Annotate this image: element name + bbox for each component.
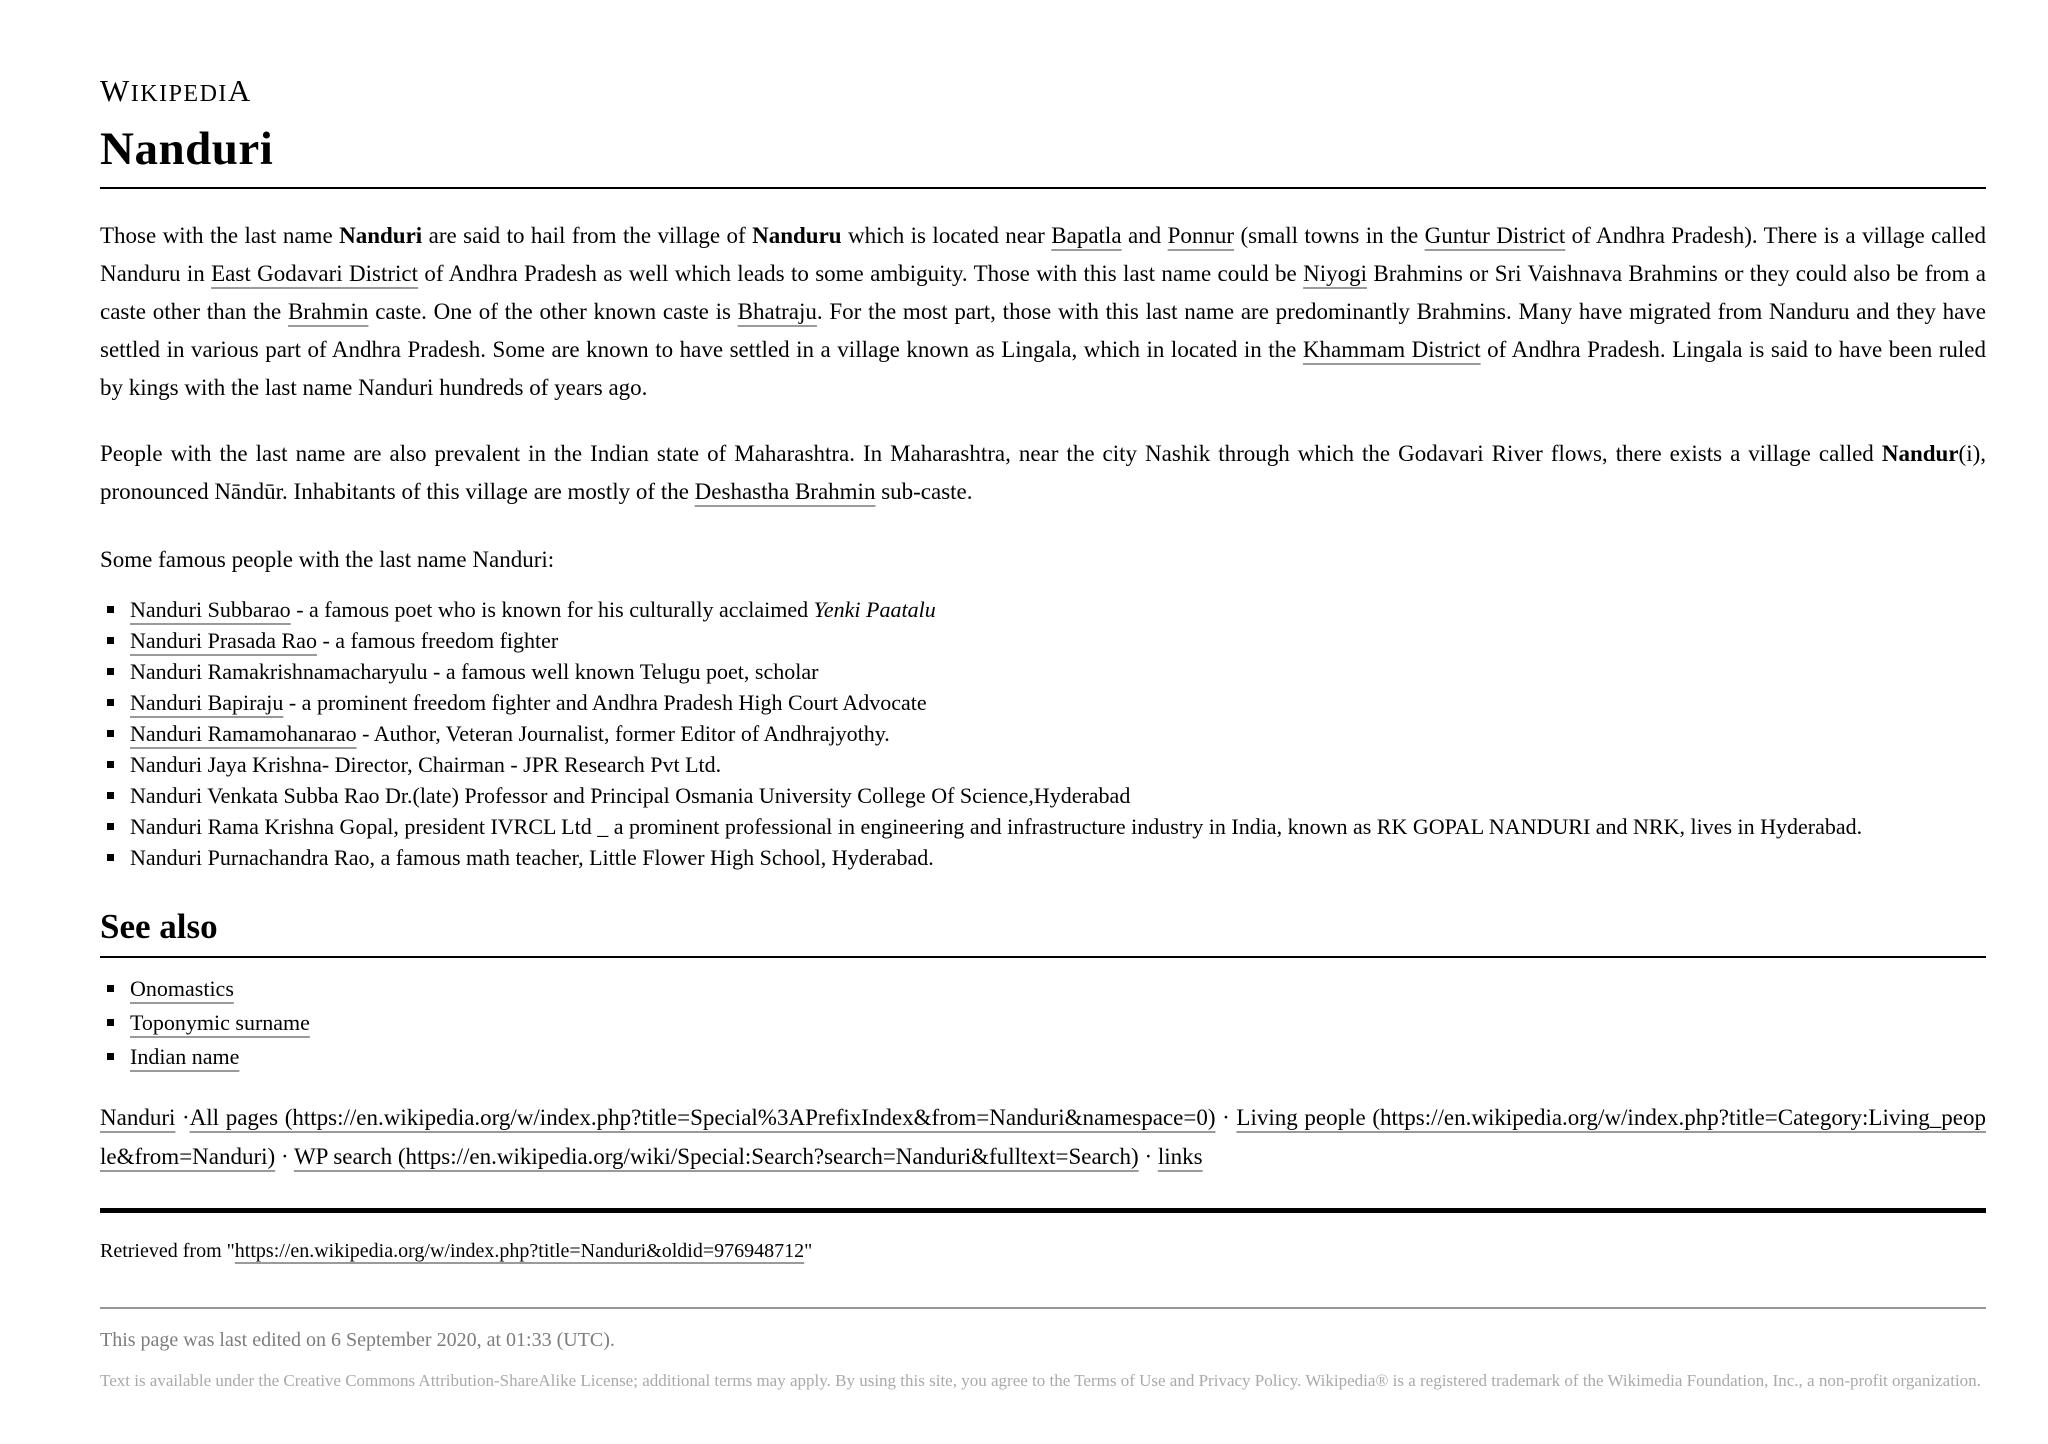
list-item <box>100 1012 1986 1034</box>
paragraph-maharashtra <box>100 435 1986 511</box>
text-run: " <box>804 1240 813 1262</box>
text-run: Nanduri Venkata Subba Rao Dr.(late) Professor and Principal Osmania University College Of Science,Hyderabad <box>130 783 1131 808</box>
list-item <box>100 785 1986 807</box>
famous-people-list <box>100 599 1986 869</box>
inline-link[interactable]: Guntur District <box>1424 223 1566 248</box>
list-item <box>100 816 1986 838</box>
text-run: - a famous freedom fighter <box>316 628 559 653</box>
text-run: which is located near <box>841 223 1052 248</box>
text-run: Nanduri Rama Krishna Gopal, president IVRCL Ltd _ a prominent professional in engineering and infrastructure industry in India, known as RK GOPAL NANDURI and NRK, lives in Hyderabad. <box>130 814 1863 839</box>
inline-link[interactable]: Onomastics <box>130 976 234 1001</box>
bold-text: Nanduri <box>339 223 423 248</box>
text-run: - a famous poet who is known for his culturally acclaimed <box>290 597 814 622</box>
inline-link[interactable]: https://en.wikipedia.org/w/index.php?title=Nanduri&oldid=976948712 <box>234 1240 805 1262</box>
wordmark-mid: IKIPEDI <box>130 81 228 107</box>
inline-link[interactable]: Nanduri Ramamohanarao <box>130 721 357 746</box>
footer-light-divider <box>100 1307 1986 1309</box>
inline-link[interactable]: Nanduri Prasada Rao <box>130 628 317 653</box>
last-edited-note: This page was last edited on 6 September 2020, at 01:33 (UTC). <box>100 1329 615 1351</box>
text-run: . For the most part, those with this last name are predominantly Brahmins. Many have migrated from Nanduru and they have settled in various part of Andhra Pradesh. Some are known to have settled in a village known as Lingala, which in located in the <box>100 299 1987 362</box>
list-item <box>100 847 1986 869</box>
text-run: Nanduri Purnachandra Rao, a famous math teacher, Little Flower High School, Hyderabad. <box>130 845 934 870</box>
list-item <box>100 723 1986 745</box>
wordmark-w: W <box>100 73 131 108</box>
list-item <box>100 754 1986 776</box>
text-run: Nanduri Ramakrishnamacharyulu - a famous well known Telugu poet, scholar <box>130 659 819 684</box>
inline-link[interactable]: WP search (https://en.wikipedia.org/wiki/Special:Search?search=Nanduri&fulltext=Search) <box>293 1144 1139 1169</box>
text-run: People with the last name are also prevalent in the Indian state of Maharashtra. In Maharashtra, near the city Nashik through which the Godavari River flows, there exists a village called <box>100 441 1882 466</box>
list-item <box>100 599 1986 621</box>
text-run: of Andhra Pradesh). There is a village called Nanduru in <box>100 223 1986 286</box>
text-run: Nanduri Jaya Krishna- Director, Chairman - JPR Research Pvt Ltd. <box>130 752 722 777</box>
inline-link[interactable]: Bhatraju <box>737 299 817 324</box>
list-item <box>100 630 1986 652</box>
inline-link[interactable]: Ponnur <box>1167 223 1235 248</box>
inline-link[interactable]: Nanduri Bapiraju <box>130 690 284 715</box>
index-links <box>100 1098 1986 1176</box>
text-run: · <box>1138 1144 1158 1169</box>
italic-text: Yenki Paatalu <box>813 597 936 622</box>
inline-link[interactable]: East Godavari District <box>211 261 419 286</box>
inline-link[interactable]: Toponymic surname <box>130 1010 310 1035</box>
text-run: sub-caste. <box>875 479 973 504</box>
text-run: · <box>1215 1105 1237 1130</box>
inline-link[interactable]: links <box>1157 1144 1203 1169</box>
text-run: Those with the last name <box>100 223 340 248</box>
wordmark-a: A <box>227 73 252 108</box>
footer-divider <box>100 1208 1986 1213</box>
text-run: · <box>275 1144 294 1169</box>
see-also-list <box>100 978 1986 1068</box>
list-item <box>100 692 1986 714</box>
bold-text: Nandur <box>1881 441 1959 466</box>
text-run: (small towns in the <box>1234 223 1425 248</box>
see-also-heading: See also <box>100 907 1986 958</box>
retrieved-from <box>100 1237 1986 1265</box>
inline-link[interactable]: Nanduri <box>100 1105 176 1130</box>
paragraph-origin <box>100 217 1986 407</box>
wikipedia-logo <box>100 74 1986 111</box>
famous-people-intro: Some famous people with the last name Nanduri: <box>100 547 555 572</box>
list-item <box>100 661 1986 683</box>
text-run: of Andhra Pradesh. Lingala is said to have been ruled by kings with the last name Nanduri hundreds of years ago. <box>100 337 1986 400</box>
text-run: and <box>1121 223 1168 248</box>
inline-link[interactable]: All pages (https://en.wikipedia.org/w/index.php?title=Special%3APrefixIndex&from=Nanduri&namespace=0) <box>189 1105 1216 1130</box>
text-run: Retrieved from " <box>100 1240 235 1262</box>
bold-text: Nanduru <box>752 223 842 248</box>
inline-link[interactable]: Indian name <box>130 1044 240 1069</box>
inline-link[interactable]: Khammam District <box>1302 337 1481 362</box>
inline-link[interactable]: Nanduri Subbarao <box>130 597 291 622</box>
text-run: are said to hail from the village of <box>422 223 753 248</box>
text-run: caste. One of the other known caste is <box>368 299 738 324</box>
inline-link[interactable]: Niyogi <box>1303 261 1367 286</box>
inline-link[interactable]: Deshastha Brahmin <box>694 479 876 504</box>
license-text: Text is available under the Creative Commons Attribution-ShareAlike License; additional terms may apply. By using this site, you agree to the Terms of Use and Privacy Policy. Wikipedia® is a registered trademark of the Wikimedia Foundation, Inc., a non-profit organization. <box>100 1371 1981 1390</box>
page-title: Nanduri <box>100 123 1986 189</box>
text-run: (i), pronounced Nāndūr. Inhabitants of this village are mostly of the <box>100 441 1986 504</box>
list-item <box>100 978 1986 1000</box>
text-run: - Author, Veteran Journalist, former Editor of Andhrajyothy. <box>356 721 890 746</box>
inline-link[interactable]: Living people (https://en.wikipedia.org/w/index.php?title=Category:Living_people&from=Nanduri) <box>100 1105 1986 1169</box>
list-item <box>100 1046 1986 1068</box>
inline-link[interactable]: Brahmin <box>287 299 369 324</box>
text-run: · <box>175 1105 190 1130</box>
text-run: of Andhra Pradesh as well which leads to some ambiguity. Those with this last name could be <box>418 261 1304 286</box>
text-run: - a prominent freedom fighter and Andhra Pradesh High Court Advocate <box>283 690 927 715</box>
text-run: Brahmins or Sri Vaishnava Brahmins or they could also be from a caste other than the <box>100 261 1986 324</box>
inline-link[interactable]: Bapatla <box>1051 223 1122 248</box>
